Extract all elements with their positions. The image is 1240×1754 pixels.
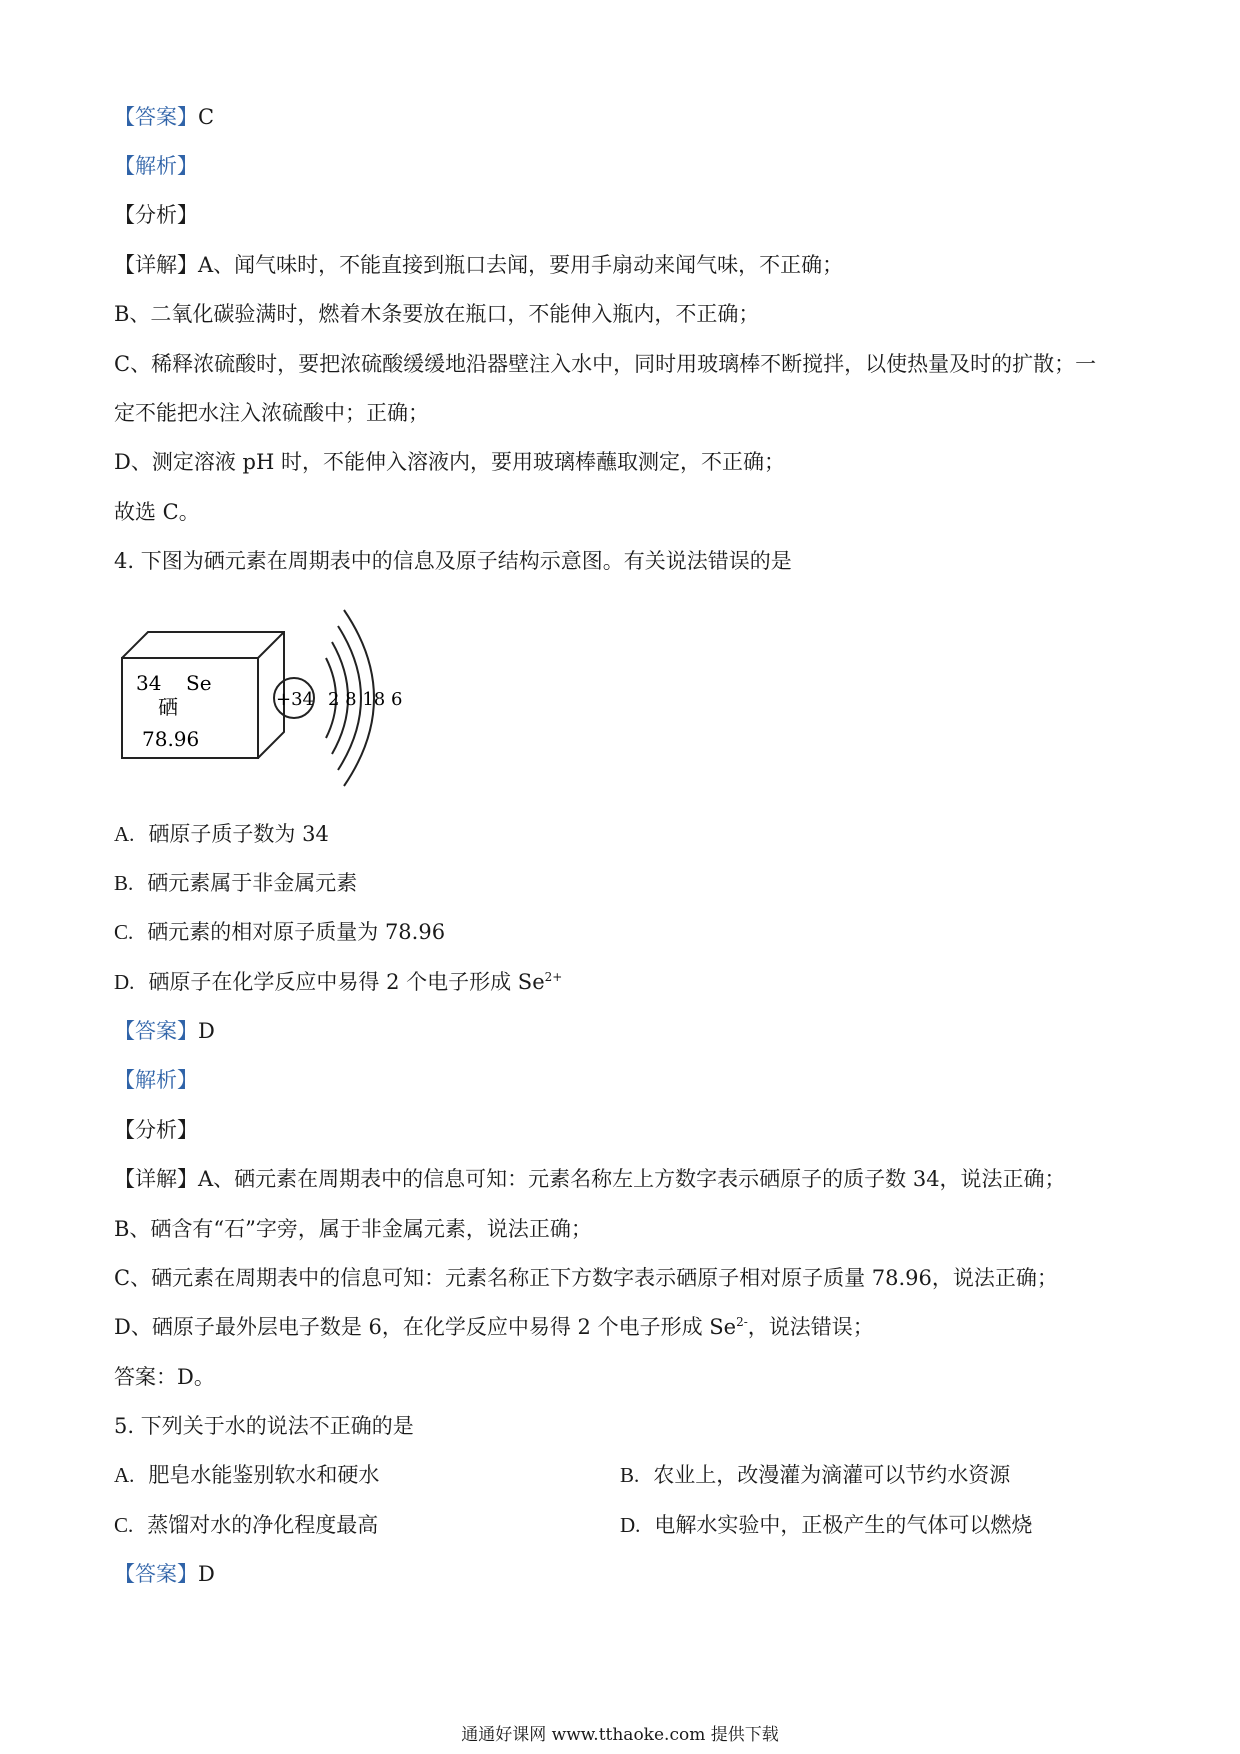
q4-fenxi-tag: 【分析】 <box>114 1118 198 1142</box>
q3-conclusion: 故选 C。 <box>114 500 200 524</box>
option-text: 农业上，改漫灌为滴灌可以节约水资源 <box>653 1463 1011 1487</box>
option-text: 电解水实验中，正极产生的气体可以燃烧 <box>654 1513 1033 1537</box>
ion-charge: 2+ <box>544 970 563 984</box>
option-text: 硒原子在化学反应中易得 2 个电子形成 Se <box>148 970 545 994</box>
q3-detail-c2: 定不能把水注入浓硫酸中；正确； <box>114 401 429 425</box>
q5-option-c <box>114 1510 378 1540</box>
option-text: 肥皂水能鉴别软水和硬水 <box>148 1463 380 1487</box>
q4-detail-a <box>114 1164 1066 1194</box>
q3-detail-c1: C、稀释浓硫酸时，要把浓硫酸缓缓地沿器壁注入水中，同时用玻璃棒不断搅拌，以使热量及时的扩散；一 <box>114 352 1097 376</box>
answer-tag: 【答案】 <box>114 1019 198 1043</box>
q3-analysis-tag: 【解析】 <box>114 154 198 178</box>
q5-option-b <box>620 1460 1010 1490</box>
option-text: 硒元素属于非金属元素 <box>147 871 358 895</box>
q3-detail-a <box>114 250 843 280</box>
nucleus-charge: +34 <box>276 689 314 710</box>
q4-option-b <box>114 868 357 898</box>
q4-answer: D <box>198 1019 215 1043</box>
shell-electron-counts: 2 8 18 6 <box>328 689 403 710</box>
detail-tag: 【详解】 <box>114 253 198 277</box>
option-letter: B. <box>620 1463 640 1487</box>
option-letter: A. <box>114 822 135 846</box>
q4-answer-line <box>114 1016 215 1046</box>
q4-conclusion: 答案：D。 <box>114 1365 215 1389</box>
element-name: 硒 <box>158 695 178 719</box>
q5-option-a <box>114 1460 379 1490</box>
q3-answer: C <box>198 105 215 129</box>
q4-detail-d-post: ，说法错误； <box>747 1315 874 1339</box>
ion-charge: 2- <box>736 1315 748 1329</box>
q3-detail-b: B、二氧化碳验满时，燃着木条要放在瓶口，不能伸入瓶内，不正确； <box>114 302 760 326</box>
option-letter: D. <box>620 1513 641 1537</box>
detail-tag: 【详解】 <box>114 1167 198 1191</box>
selenium-figure <box>118 598 408 796</box>
atomic-number: 34 <box>136 671 162 695</box>
q3-fenxi-tag: 【分析】 <box>114 203 198 227</box>
q4-option-c <box>114 917 445 947</box>
option-letter: C. <box>114 1513 134 1537</box>
q4-detail-b: B、硒含有“石”字旁，属于非金属元素，说法正确； <box>114 1217 592 1241</box>
q3-detail-d: D、测定溶液 pH 时，不能伸入溶液内，要用玻璃棒蘸取测定，不正确； <box>114 450 785 474</box>
option-text: 硒元素的相对原子质量为 78.96 <box>147 920 446 944</box>
q4-detail-a-text: A、硒元素在周期表中的信息可知：元素名称左上方数字表示硒原子的质子数 34，说法正确； <box>198 1167 1066 1191</box>
answer-tag: 【答案】 <box>114 1562 198 1586</box>
q4-detail-d-pre: D、硒原子最外层电子数是 6，在化学反应中易得 2 个电子形成 Se <box>114 1315 737 1339</box>
q4-detail-d <box>114 1312 874 1342</box>
page-footer: 通通好课网 www.tthaoke.com 提供下载 <box>461 1725 779 1745</box>
q3-answer-line <box>114 102 214 132</box>
q4-option-d <box>114 967 562 997</box>
q4-analysis-tag: 【解析】 <box>114 1068 198 1092</box>
option-letter: A. <box>114 1463 135 1487</box>
q4-option-a <box>114 819 329 849</box>
q5-answer: D <box>198 1562 215 1586</box>
option-text: 蒸馏对水的净化程度最高 <box>147 1513 379 1537</box>
option-letter: C. <box>114 920 134 944</box>
answer-tag: 【答案】 <box>114 105 198 129</box>
option-text: 硒原子质子数为 34 <box>148 822 329 846</box>
atomic-mass: 78.96 <box>142 727 200 751</box>
option-letter: B. <box>114 871 134 895</box>
q4-detail-c: C、硒元素在周期表中的信息可知：元素名称正下方数字表示硒原子相对原子质量 78.96，说法正确； <box>114 1266 1058 1290</box>
q5-option-d <box>620 1510 1032 1540</box>
option-letter: D. <box>114 970 135 994</box>
q3-detail-a-text: A、闻气味时，不能直接到瓶口去闻，要用手扇动来闻气味，不正确； <box>198 253 844 277</box>
element-symbol: Se <box>186 671 212 695</box>
q4-question: 4. 下图为硒元素在周期表中的信息及原子结构示意图。有关说法错误的是 <box>114 549 792 573</box>
q5-answer-line <box>114 1559 215 1589</box>
q5-question: 5. 下列关于水的说法不正确的是 <box>114 1414 414 1438</box>
